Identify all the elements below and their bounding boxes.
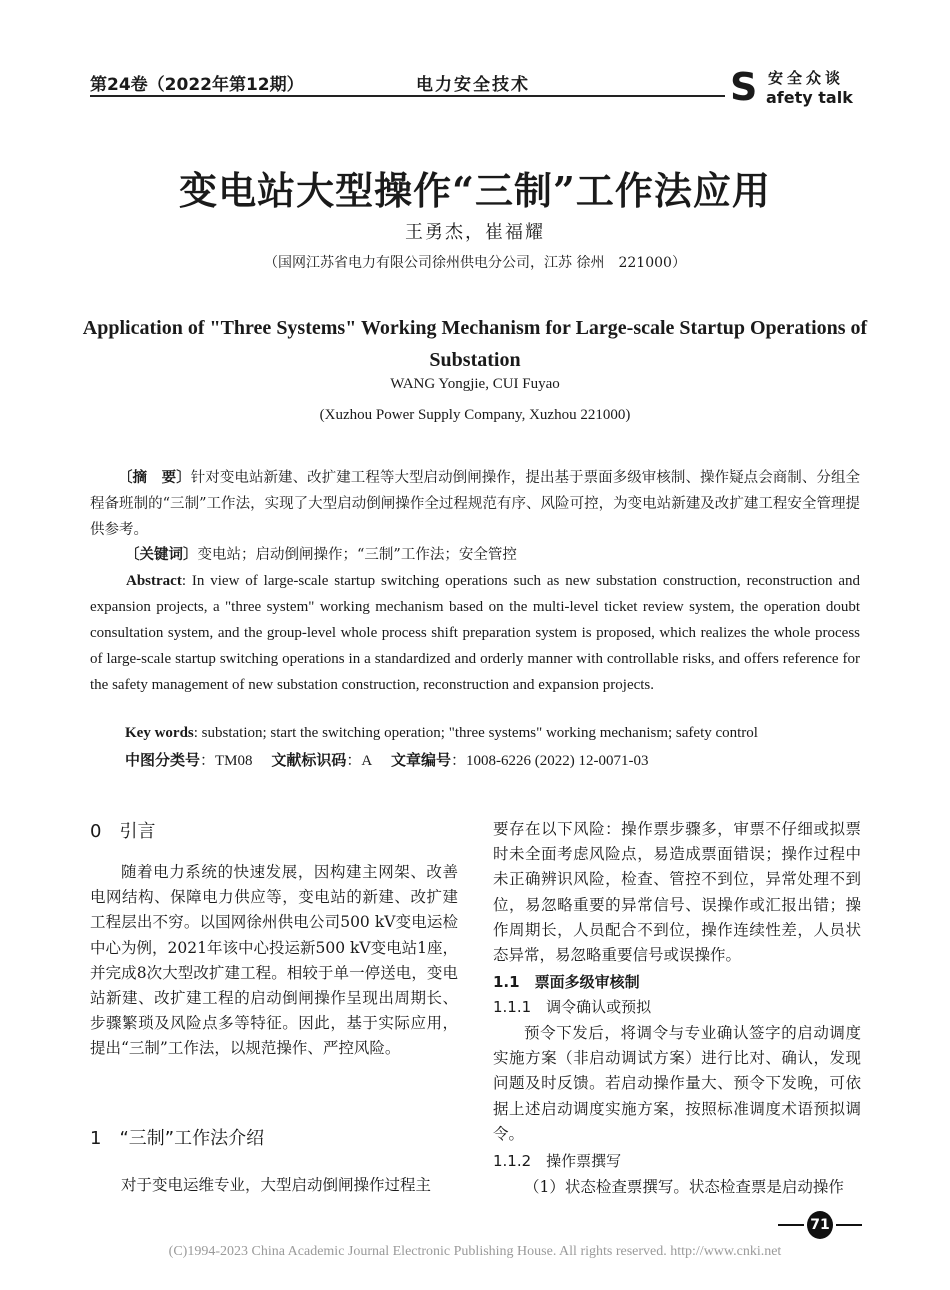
risk-paragraph: 要存在以下风险：操作票步骤多，审票不仔细或拟票时未全面考虑风险点，易造成票面错误；操作过程中未正确辨识风险，检查、管控不到位，异常处理不到位，易忽略重要的异常信号、误操作或汇报出错；操作周期长，人员配合不到位，操作连续性差，人员状态异常，易忽略重要信号或误操作。 [493,820,861,965]
affiliation-cn: （国网江苏省电力有限公司徐州供电分公司，江苏 徐州 221000） [264,255,686,271]
section-1-1-2-paragraph: （1）状态检查票撰写。状态检查票是启动操作 [524,1178,844,1196]
header-rule [90,95,725,97]
journal-issue: 第24卷（2022年第12期） [90,75,304,95]
authors-cn: 王勇杰，崔福耀 [405,222,545,243]
section-0-paragraph: 随着电力系统的快速发展，因构建主网架、改善电网结构、保障电力供应等，变电站的新建、改扩建工程层出不穷。以国网徐州供电公司500 kV变电运检中心为例，2021年该中心投运新500 kV变电站1座，并完成8次大型改扩建工程。相较于单一停送电，变电站新建、改扩建工程的启动倒闸操作呈现出周期长、步骤繁琐及风险点多等特征。因此，基于实际应用，提出“三制”工作法，以规范操作、严控风险。 [90,863,458,1058]
keywords-en-text: : substation; start the switching operation; "three systems" working mechanism; safety control [193,725,758,741]
affiliation-en: (Xuzhou Power Supply Company, Xuzhou 221000) [319,407,631,423]
page-number-rule-right [836,1224,862,1226]
paper-title-en: Application of "Three Systems" Working Mechanism for Large-scale Startup Operations of Substation [82,317,868,371]
abstract-cn-label: 〔摘 要〕 [118,469,191,486]
section-1-paragraph: 对于变电运维专业，大型启动倒闸操作过程主 [121,1176,432,1194]
abstract-en-label: Abstract [126,573,182,589]
keywords-cn-text: 变电站；启动倒闸操作；“三制”工作法；安全管控 [197,547,517,563]
abstract-en-text: : In view of large-scale startup switching operations such as new substation construction, reconstruction and expansion projects, a "three system" working mechanism based on the multi-level ticket review system, the operation doubt consultation system, and the group-level whole process shift preparation system is proposed, which realizes the whole process of large-scale startup switching operations in a standardized and orderly manner with controllable risks, and offers reference for the safety management of new substation construction, reconstruction and expansion projects. [90,573,860,693]
section-1-1-1-paragraph: 预令下发后，将调令与专业确认签字的启动调度实施方案（非启动调试方案）进行比对、确认，发现问题及时反馈。若启动操作量大、预令下发晚，可依据上述启动调度实施方案，按照标准调度术语预拟调令。 [493,1024,861,1143]
page-number: 71 [807,1211,833,1239]
doc-code-label: 文献标识码 [271,751,347,769]
abstract-cn [90,465,860,543]
section-1-heading: 1 “三制”工作法介绍 [90,1128,265,1149]
article-no-label: 文章编号 [390,751,451,769]
section-1-1-2-heading: 1.1.2 操作票撰写 [493,1152,622,1170]
section-1-1-heading: 1.1 票面多级审核制 [493,973,640,991]
article-no-value: ：1008-6226 (2022) 12-0071-03 [450,753,649,769]
column-name-cn: 安全众谈 [768,69,845,87]
column-name-en: afety talk [766,88,853,107]
page-number-rule-left [778,1224,804,1226]
clc-label: 中图分类号 [125,751,201,769]
keywords-cn [125,543,860,564]
doc-code-value: ：A [346,753,373,769]
abstract-cn-text: 针对变电站新建、改扩建工程等大型启动倒闸操作，提出基于票面多级审核制、操作疑点会商制、分组全程备班制的“三制”工作法，实现了大型启动倒闸操作全过程规范有序、风险可控，为变电站新建及改扩建工程安全管理提供参考。 [90,470,860,538]
paper-title-cn: 变电站大型操作“三制”工作法应用 [179,168,771,213]
keywords-en-label: Key words [125,725,194,741]
keywords-en [125,725,860,742]
section-0-heading: 0 引言 [90,821,156,842]
clc-value: ：TM08 [200,753,253,769]
journal-name: 电力安全技术 [416,75,530,95]
classification-line [125,749,860,770]
copyright-footer: (C)1994-2023 China Academic Journal Electronic Publishing House. All rights reserved. http://www.cnki.net [168,1244,782,1259]
authors-en: WANG Yongjie, CUI Fuyao [390,376,560,392]
abstract-en [90,568,860,698]
keywords-cn-label: 〔关键词〕 [125,546,198,563]
section-1-1-1-heading: 1.1.1 调令确认或预拟 [493,998,652,1016]
column-logo-s: S [730,65,758,109]
